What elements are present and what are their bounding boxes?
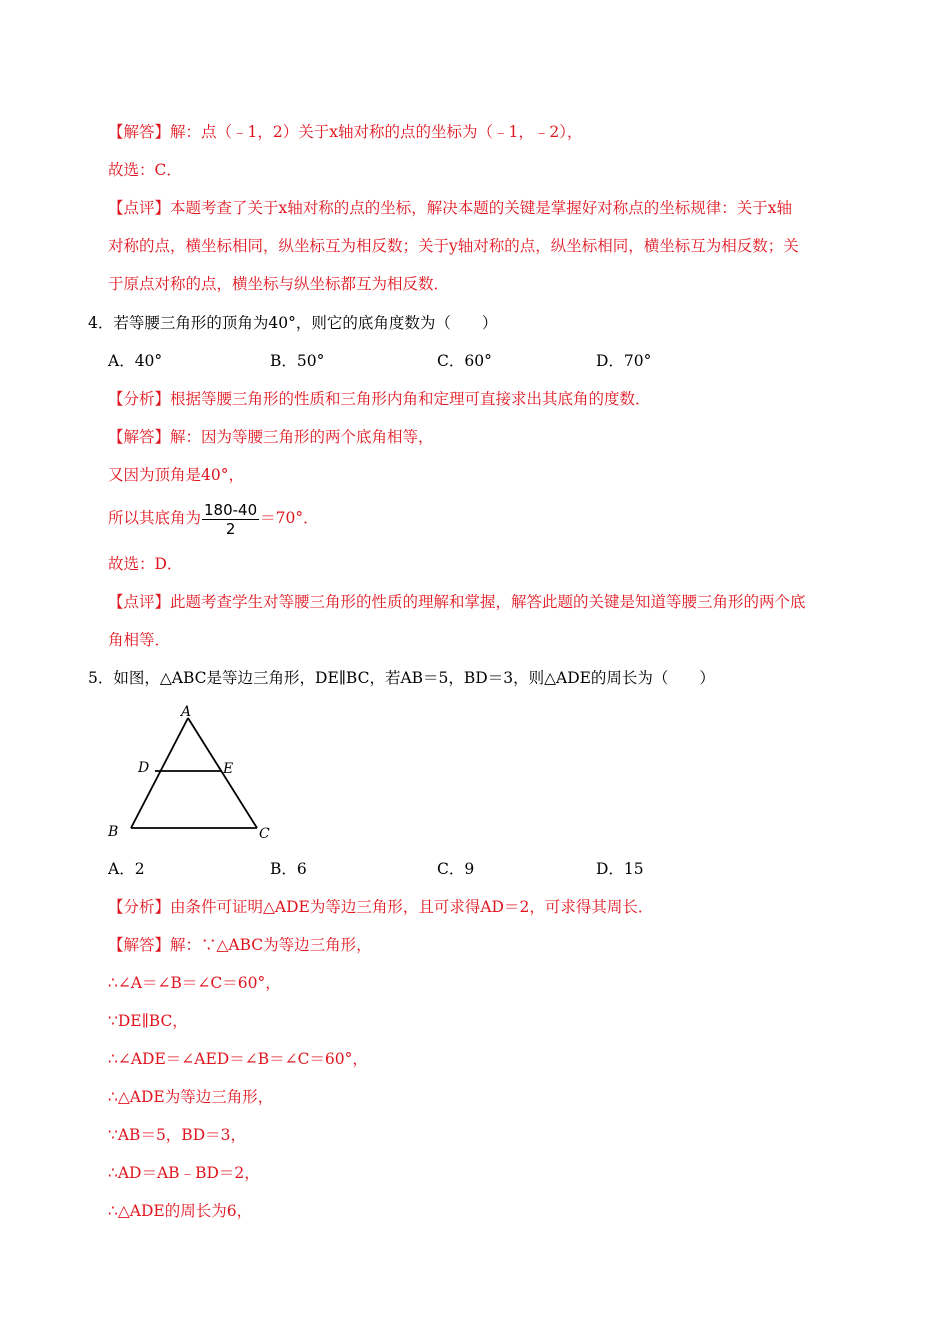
q3-choice-line: 故选：C． xyxy=(108,161,182,179)
triangle-svg xyxy=(104,700,284,846)
q4-answer-line-3-suffix: ＝70°． xyxy=(260,509,319,527)
q4-answer-line-2: 又因为顶角是40°， xyxy=(108,466,244,484)
q5-step-8: ∴△ADE的周长为6， xyxy=(108,1202,253,1220)
q5-analysis: 【分析】由条件可证明△ADE为等边三角形，且可求得AD＝2，可求得其周长． xyxy=(108,898,654,916)
q4-stem: 4．若等腰三角形的顶角为40°，则它的底角度数为（ ） xyxy=(88,314,498,332)
q5-step-2: ∴∠A＝∠B＝∠C＝60°， xyxy=(108,974,281,992)
triangle-figure xyxy=(104,700,284,846)
q5-step-1: 【解答】解：∵△ABC为等边三角形， xyxy=(108,936,372,954)
q4-comment-line-1: 【点评】此题考查学生对等腰三角形的性质的理解和掌握，解答此题的关键是知道等腰三角形的两个底 xyxy=(108,593,806,611)
q4-option-a: A．40° xyxy=(108,352,163,370)
q4-answer-line-1: 【解答】解：因为等腰三角形的两个底角相等， xyxy=(108,428,434,446)
q5-step-7: ∴AD＝AB﹣BD＝2， xyxy=(108,1164,260,1182)
label-e: E xyxy=(223,761,234,777)
q3-comment-line-2: 对称的点，横坐标相同，纵坐标互为相反数；关于y轴对称的点，纵坐标相同，横坐标互为相反数；关 xyxy=(108,237,799,255)
q4-fraction xyxy=(202,501,259,538)
q3-comment-line-1: 【点评】本题考查了关于x轴对称的点的坐标，解决本题的关键是掌握好对称点的坐标规律：关于x轴 xyxy=(108,199,792,217)
q4-comment-line-2: 角相等． xyxy=(108,631,171,649)
q3-comment-line-3: 于原点对称的点，横坐标与纵坐标都互为相反数． xyxy=(108,275,450,293)
q4-fraction-denominator: 2 xyxy=(225,519,236,538)
q4-answer-line-3-prefix: 所以其底角为 xyxy=(108,509,202,527)
q5-step-6: ∵AB＝5，BD＝3， xyxy=(108,1126,246,1144)
q5-stem: 5．如图，△ABC是等边三角形，DE∥BC，若AB＝5，BD＝3，则△ADE的周长为（ ） xyxy=(88,669,715,687)
q4-fraction-numerator: 180-40 xyxy=(204,500,258,519)
q4-answer-line-3 xyxy=(108,499,319,538)
q5-option-c: C．9 xyxy=(437,860,475,878)
q4-analysis: 【分析】根据等腰三角形的性质和三角形内角和定理可直接求出其底角的度数． xyxy=(108,390,651,408)
q4-option-d: D．70° xyxy=(596,352,652,370)
q5-option-a: A．2 xyxy=(108,860,145,878)
label-b: B xyxy=(108,824,119,840)
q5-step-5: ∴△ADE为等边三角形， xyxy=(108,1088,274,1106)
q5-option-b: B．6 xyxy=(270,860,307,878)
q3-answer-line: 【解答】解：点（﹣1，2）关于x轴对称的点的坐标为（﹣1，﹣2）， xyxy=(108,123,583,141)
label-a: A xyxy=(181,704,192,720)
q5-step-3: ∵DE∥BC， xyxy=(108,1012,188,1030)
q5-step-4: ∴∠ADE＝∠AED＝∠B＝∠C＝60°， xyxy=(108,1050,368,1068)
q4-option-c: C．60° xyxy=(437,352,492,370)
label-d: D xyxy=(138,760,150,776)
q5-option-d: D．15 xyxy=(596,860,644,878)
q4-option-b: B．50° xyxy=(270,352,325,370)
label-c: C xyxy=(259,826,270,842)
q4-choice-line: 故选：D． xyxy=(108,555,183,573)
